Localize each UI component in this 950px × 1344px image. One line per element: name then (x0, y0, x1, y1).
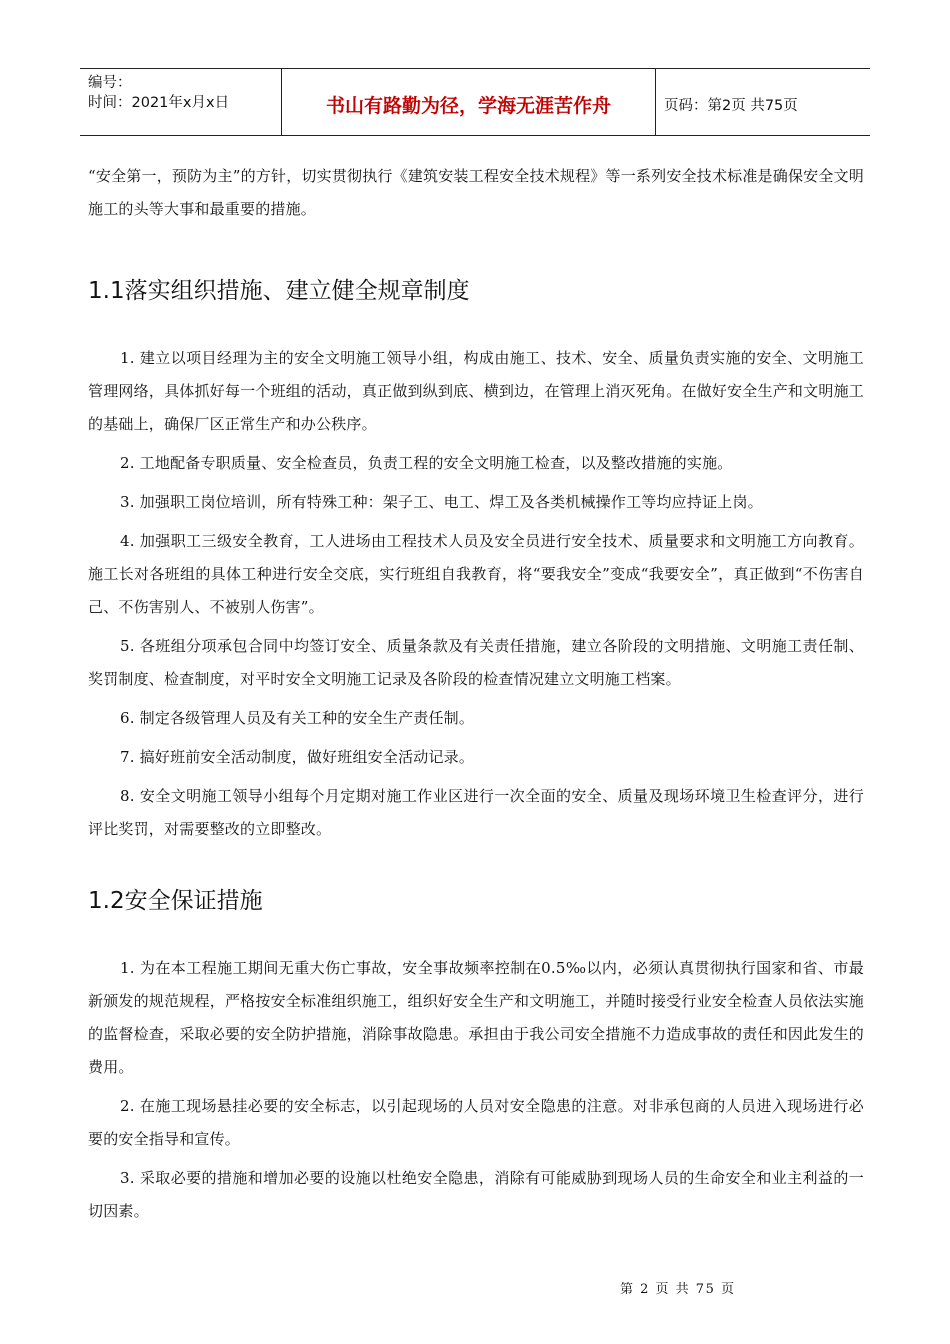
section-1-2-heading: 1.2安全保证措施 (88, 888, 263, 914)
section-1-1-item-6: 6. 制定各级管理人员及有关工种的安全生产责任制。 (120, 709, 475, 727)
section-1-2-item-2: 2. 在施工现场悬挂必要的安全标志，以引起现场的人员对安全隐患的注意。对非承包商的人员进入现场进行必要的安全指导和宣传。 (88, 1097, 864, 1148)
intro-paragraph: “安全第一，预防为主”的方针，切实贯彻执行《建筑安装工程安全技术规程》等一系列安全技术标准是确保安全文明施工的头等大事和最重要的措施。 (88, 167, 864, 218)
section-1-2-item-3: 3. 采取必要的措施和增加必要的设施以杜绝安全隐患，消除有可能威胁到现场人员的生命安全和业主利益的一切因素。 (88, 1169, 864, 1220)
section-1-1-item-1: 1. 建立以项目经理为主的安全文明施工领导小组，构成由施工、技术、安全、质量负责实施的安全、文明施工管理网络，具体抓好每一个班组的活动，真正做到纵到底、横到边，在管理上消灭死角。在做好安全生产和文明施工的基础上，确保厂区正常生产和办公秩序。 (88, 349, 864, 433)
header-motto: 书山有路勤为径，学海无涯苦作舟 (282, 69, 656, 135)
code-label: 编号： (88, 75, 132, 91)
document-body (88, 160, 864, 1228)
page-footer: 第 2 页 共 75 页 (620, 1282, 736, 1297)
section-1-1-item-4: 4. 加强职工三级安全教育，工人进场由工程技术人员及安全员进行安全技术、质量要求和文明施工方向教育。施工长对各班组的具体工种进行安全交底，实行班组自我教育，将“要我安全”变成“我要安全”，真正做到“不伤害自己、不伤害别人、不被别人伤害”。 (88, 532, 864, 616)
page-header (80, 68, 870, 136)
section-1-2-item-1: 1. 为在本工程施工期间无重大伤亡事故，安全事故频率控制在0.5‰以内，必须认真贯彻执行国家和省、市最新颁发的规范规程，严格按安全标准组织施工，组织好安全生产和文明施工，并随时接受行业安全检查人员依法实施的监督检查，采取必要的安全防护措施，消除事故隐患。承担由于我公司安全措施不力造成事故的责任和因此发生的费用。 (88, 959, 864, 1076)
section-1-1-item-2: 2. 工地配备专职质量、安全检查员，负责工程的安全文明施工检查，以及整改措施的实施。 (120, 454, 733, 472)
section-1-1-item-3: 3. 加强职工岗位培训，所有特殊工种：架子工、电工、焊工及各类机械操作工等均应持证上岗。 (120, 493, 763, 511)
section-1-1-item-7: 7. 搞好班前安全活动制度，做好班组安全活动记录。 (120, 748, 475, 766)
section-1-1-heading: 1.1落实组织措施、建立健全规章制度 (88, 278, 470, 304)
header-meta (80, 69, 282, 135)
section-1-1-item-8: 8. 安全文明施工领导小组每个月定期对施工作业区进行一次全面的安全、质量及现场环境卫生检查评分，进行评比奖罚，对需要整改的立即整改。 (88, 787, 864, 838)
time-label: 时间：2021年x月x日 (88, 95, 230, 111)
section-1-1-item-5: 5. 各班组分项承包合同中均签订安全、质量条款及有关责任措施，建立各阶段的文明措施、文明施工责任制、奖罚制度、检查制度，对平时安全文明施工记录及各阶段的检查情况建立文明施工档案。 (88, 637, 864, 688)
header-page-info: 页码：第2页 共75页 (664, 97, 798, 114)
